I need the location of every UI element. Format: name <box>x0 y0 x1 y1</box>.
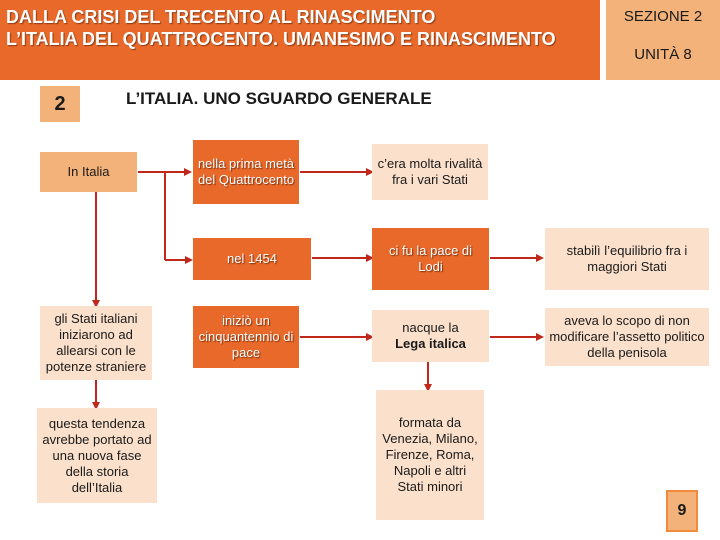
page-title: DALLA CRISI DEL TRECENTO AL RINASCIMENTO L’ITALIA DEL QUATTROCENTO. UMANESIMO E RINASCIMENTO <box>6 7 556 49</box>
section-box <box>606 0 720 80</box>
box-lega-italica <box>372 310 489 362</box>
page-number: 9 <box>666 490 698 532</box>
box-prima-meta: nella prima metà del Quattrocento <box>193 140 299 204</box>
box-scopo: aveva lo scopo di non modificare l’assetto politico della penisola <box>545 308 709 366</box>
chapter-number: 2 <box>40 86 80 122</box>
box-pace-lodi: ci fu la pace di Lodi <box>372 228 489 290</box>
unit-label: UNITÀ 8 <box>634 46 692 63</box>
box-nel-1454: nel 1454 <box>193 238 311 280</box>
box-tendenza: questa tendenza avrebbe portato ad una nuova fase della storia dell’Italia <box>37 408 157 503</box>
box-inizio-pace: iniziò un cinquantennio di pace <box>193 306 299 368</box>
box-rivalita: c’era molta rivalità fra i vari Stati <box>372 144 488 200</box>
box-formata: formata da Venezia, Milano, Firenze, Roma, Napoli e altri Stati minori <box>376 390 484 520</box>
lega-prefix: nacque la <box>402 320 459 335</box>
box-in-italia: In Italia <box>40 152 137 192</box>
box-equilibrio: stabilì l’equilibrio fra i maggiori Stati <box>545 228 709 290</box>
box-stati-italiani: gli Stati italiani iniziarono ad allearsi con le potenze straniere <box>40 306 152 380</box>
lega-bold: Lega italica <box>395 336 466 351</box>
page-subtitle: L’ITALIA. UNO SGUARDO GENERALE <box>126 89 432 108</box>
section-label: SEZIONE 2 <box>623 8 703 25</box>
